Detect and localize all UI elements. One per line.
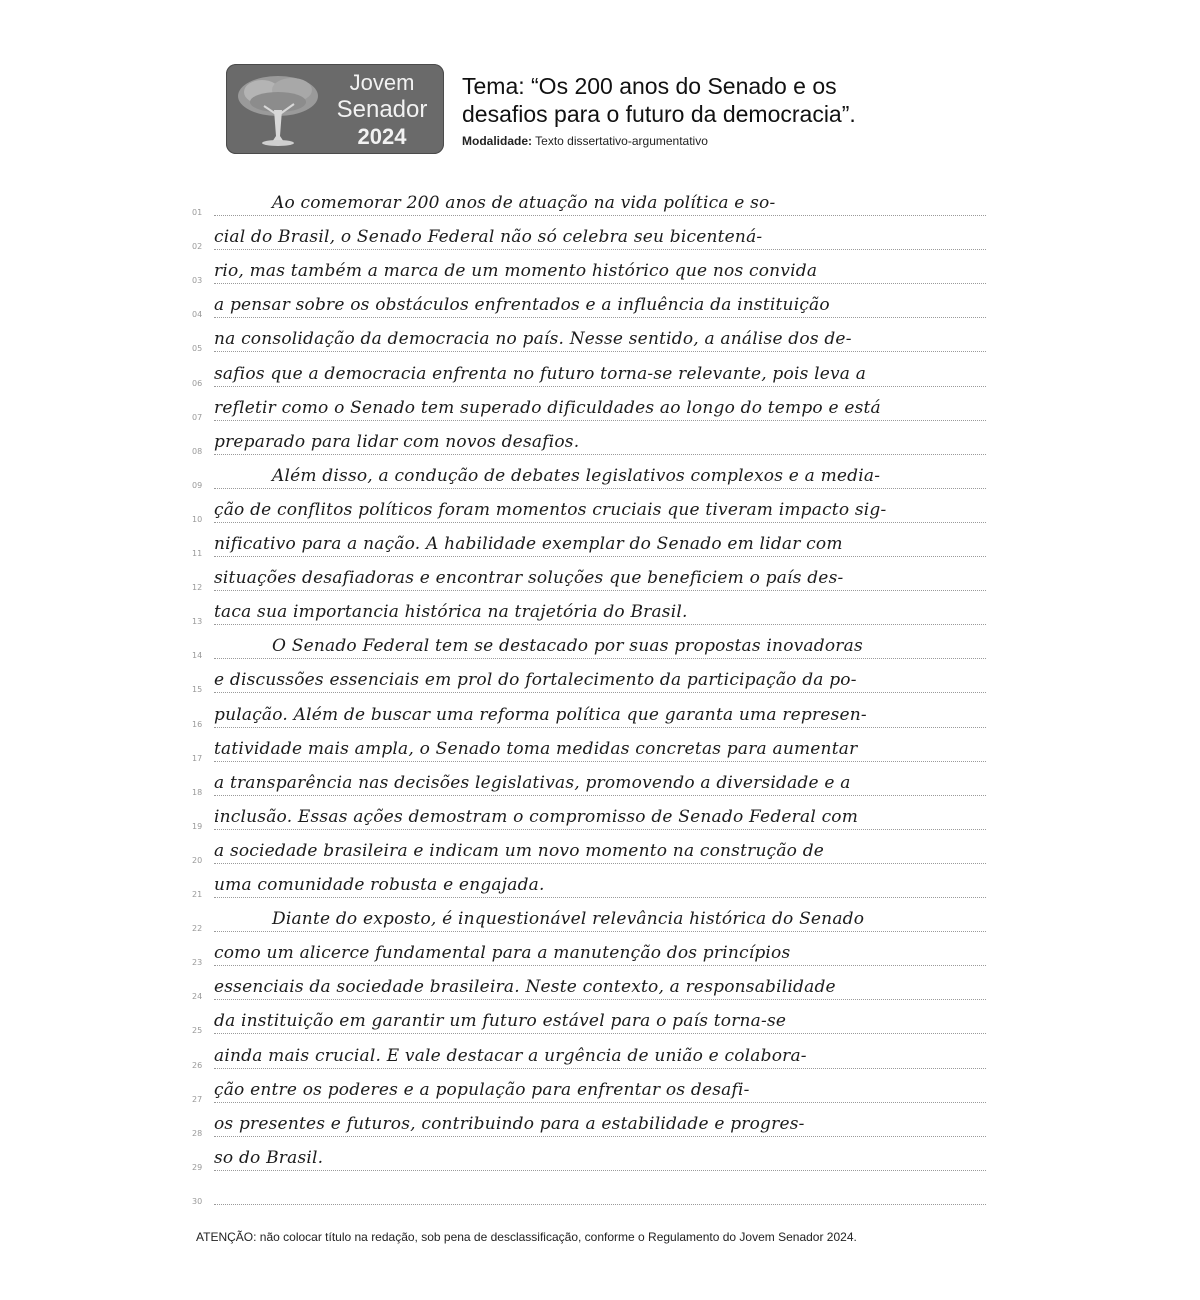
handwritten-text: ção entre os poderes e a população para enfrentar os desafi- (214, 1080, 750, 1100)
handwritten-text: da instituição em garantir um futuro estável para o país torna-se (214, 1011, 787, 1031)
essay-line (214, 625, 986, 659)
essay-theme (462, 72, 982, 128)
essay-line (214, 932, 986, 966)
handwritten-text: a pensar sobre os obstáculos enfrentados e a influência da instituição (214, 295, 830, 315)
essay-line (214, 966, 986, 1000)
essay-line (214, 387, 986, 421)
essay-line (214, 591, 986, 625)
line-number: 30 (192, 1197, 203, 1206)
logo-text-senador: Senador (336, 96, 428, 123)
handwritten-text: nificativo para a nação. A habilidade exemplar do Senado em lidar com (214, 534, 843, 554)
handwritten-text: e discussões essenciais em prol do fortalecimento da participação da po- (214, 670, 857, 690)
line-number: 28 (192, 1129, 203, 1138)
line-number: 07 (192, 413, 203, 422)
essay-line (214, 1035, 986, 1069)
essay-line (214, 523, 986, 557)
essay-line (214, 1069, 986, 1103)
essay-line (214, 864, 986, 898)
essay-line (214, 796, 986, 830)
essay-line (214, 489, 986, 523)
modality-label: Modalidade: (462, 134, 533, 148)
handwritten-text: ção de conflitos políticos foram momentos cruciais que tiveram impacto sig- (214, 500, 887, 520)
line-number: 20 (192, 856, 203, 865)
line-number: 14 (192, 651, 203, 660)
modality-value: Texto dissertativo-argumentativo (535, 134, 708, 148)
essay-line (214, 1171, 986, 1205)
handwritten-text: na consolidação da democracia no país. Nesse sentido, a análise dos de- (214, 329, 852, 349)
line-number: 01 (192, 208, 203, 217)
essay-line (214, 557, 986, 591)
line-number: 22 (192, 924, 203, 933)
line-number: 13 (192, 617, 203, 626)
line-number: 09 (192, 481, 203, 490)
handwritten-text: situações desafiadoras e encontrar soluções que beneficiem o país des- (214, 568, 844, 588)
line-number: 11 (192, 549, 203, 558)
essay-line (214, 659, 986, 693)
theme-line-2: desafios para o futuro da democracia”. (462, 101, 856, 127)
handwritten-text: so do Brasil. (214, 1148, 324, 1168)
line-number: 23 (192, 958, 203, 967)
essay-line (214, 1000, 986, 1034)
essay-line (214, 1137, 986, 1171)
line-number: 05 (192, 344, 203, 353)
handwritten-text: pulação. Além de buscar uma reforma política que garanta uma represen- (214, 705, 867, 725)
handwritten-text: ainda mais crucial. E vale destacar a urgência de união e colabora- (214, 1046, 807, 1066)
handwritten-text: safios que a democracia enfrenta no futuro torna-se relevante, pois leva a (214, 364, 867, 384)
handwritten-text: a transparência nas decisões legislativas, promovendo a diversidade e a (214, 773, 851, 793)
essay-line (214, 216, 986, 250)
handwritten-text: tatividade mais ampla, o Senado toma medidas concretas para aumentar (214, 739, 858, 759)
handwritten-text: cial do Brasil, o Senado Federal não só celebra seu bicentená- (214, 227, 763, 247)
tree-icon (232, 70, 324, 148)
essay-line (214, 830, 986, 864)
line-number: 17 (192, 754, 203, 763)
handwritten-text: como um alicerce fundamental para a manutenção dos princípios (214, 943, 791, 963)
attention-notice: ATENÇÃO: não colocar título na redação, sob pena de desclassificação, conforme o Regulamento do Jovem Senador 2024. (196, 1230, 857, 1244)
essay-line (214, 762, 986, 796)
essay-line (214, 1103, 986, 1137)
line-number: 03 (192, 276, 203, 285)
essay-line (214, 182, 986, 216)
handwritten-text: a sociedade brasileira e indicam um novo momento na construção de (214, 841, 825, 861)
line-number: 15 (192, 685, 203, 694)
line-number: 18 (192, 788, 203, 797)
line-number: 27 (192, 1095, 203, 1104)
line-number: 29 (192, 1163, 203, 1172)
essay-modality (462, 134, 708, 148)
handwritten-text: O Senado Federal tem se destacado por suas propostas inovadoras (272, 636, 863, 656)
logo-text-year: 2024 (357, 124, 407, 149)
line-number: 10 (192, 515, 203, 524)
line-number: 26 (192, 1061, 203, 1070)
essay-line (214, 284, 986, 318)
handwritten-text: essenciais da sociedade brasileira. Neste contexto, a responsabilidade (214, 977, 836, 997)
line-number: 08 (192, 447, 203, 456)
jovem-senador-logo (226, 64, 444, 154)
theme-line-1: Tema: “Os 200 anos do Senado e os (462, 73, 837, 99)
essay-line (214, 728, 986, 762)
essay-line (214, 898, 986, 932)
line-number: 25 (192, 1026, 203, 1035)
essay-line (214, 318, 986, 352)
essay-line (214, 421, 986, 455)
line-number: 16 (192, 720, 203, 729)
essay-line (214, 694, 986, 728)
handwritten-text: os presentes e futuros, contribuindo para a estabilidade e progres- (214, 1114, 805, 1134)
logo-text-jovem: Jovem (349, 70, 415, 95)
line-number: 19 (192, 822, 203, 831)
handwritten-text: taca sua importancia histórica na trajetória do Brasil. (214, 602, 688, 622)
essay-line (214, 353, 986, 387)
handwritten-text: refletir como o Senado tem superado dificuldades ao longo do tempo e está (214, 398, 881, 418)
line-number: 12 (192, 583, 203, 592)
essay-line (214, 250, 986, 284)
line-number: 04 (192, 310, 203, 319)
handwritten-text: uma comunidade robusta e engajada. (214, 875, 545, 895)
handwritten-text: Diante do exposto, é inquestionável relevância histórica do Senado (272, 909, 865, 929)
handwritten-text: preparado para lidar com novos desafios. (214, 432, 580, 452)
line-number: 06 (192, 379, 203, 388)
handwritten-text: rio, mas também a marca de um momento histórico que nos convida (214, 261, 818, 281)
handwritten-text: inclusão. Essas ações demostram o compromisso de Senado Federal com (214, 807, 859, 827)
line-number: 21 (192, 890, 203, 899)
essay-line (214, 455, 986, 489)
line-number: 02 (192, 242, 203, 251)
handwritten-text: Ao comemorar 200 anos de atuação na vida política e so- (272, 193, 776, 213)
handwritten-text: Além disso, a condução de debates legislativos complexos e a media- (272, 466, 881, 486)
line-number: 24 (192, 992, 203, 1001)
